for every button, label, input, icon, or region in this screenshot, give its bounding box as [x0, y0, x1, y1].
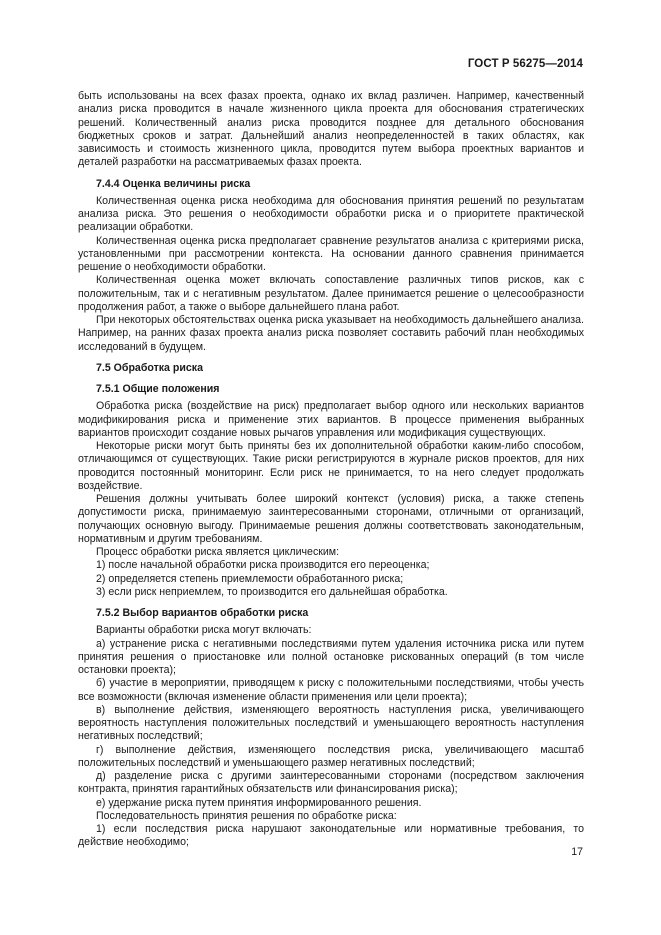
paragraph: Некоторые риски могут быть приняты без их дополнительной обработки каким-либо способом, отличающимся от существующих. Такие риски регистрируются в журнале рисков проектов, для них проводится постоянный мониторинг. Если риск не принимается, то на него следует продолжать воздействие.	[78, 440, 584, 492]
paragraph: Количественная оценка может включать сопоставление различных типов рисков, как с положительным, так и с негативным результатом. Далее принимается решение о целесообразности продолжения работ, а также о выборе дальнейшего плана работ.	[78, 274, 584, 313]
paragraph: При некоторых обстоятельствах оценка риска указывает на необходимость дальнейшего анализа. Например, на ранних фазах проекта анализ риска позволяет составить рабочий план необходимых исследований в будущем.	[78, 314, 584, 353]
section-heading-7-4-4: 7.4.4 Оценка величины риска	[96, 177, 251, 190]
list-item: 2) определяется степень приемлемости обработанного риска;	[96, 572, 404, 585]
list-item: б) участие в мероприятии, приводящем к риску с положительными последствиями, чтобы учесть все возможности (включая изменение области применения или цели проекта);	[78, 677, 584, 703]
paragraph: Решения должны учитывать более широкий контекст (условия) риска, а также степень допустимости риска, принимаемую заинтересованными сторонами, отличными от организаций, получающих основную выгоду. Принимаемые решения должны соответствовать законодательным, нормативным и другим требованиям.	[78, 493, 584, 545]
document-standard-number: ГОСТ Р 56275—2014	[467, 58, 583, 70]
list-item: 1) после начальной обработки риска производится его переоценка;	[96, 559, 430, 572]
list-item: а) устранение риска с негативными последствиями путем удаления источника риска или путем принятия решения о приостановке или полной остановке рискованных операций (в том числе остановки проекта);	[78, 637, 584, 676]
document-body	[78, 90, 584, 850]
section-heading-7-5: 7.5 Обработка риска	[96, 361, 203, 374]
list-item: в) выполнение действия, изменяющего вероятность наступления риска, увеличивающего вероятность наступления положительных последствий и уменьшающего вероятность наступления негативных последствий;	[78, 703, 584, 743]
paragraph: Варианты обработки риска могут включать:	[96, 624, 312, 637]
section-heading-7-5-1: 7.5.1 Общие положения	[96, 383, 220, 395]
list-item: 1) если последствия риска нарушают законодательные или нормативные требования, то действие необходимо;	[78, 823, 584, 849]
paragraph: Процесс обработки риска является циклическим:	[96, 546, 340, 558]
paragraph: Последовательность принятия решения по обработке риска:	[96, 809, 397, 822]
paragraph: быть использованы на всех фазах проекта, однако их вклад различен. Например, качественный анализ риска проводится в начале жизненного цикла проекта для обоснования стратегических решений. Количественный анализ риска проводится позднее для детального обоснования бюджетных сроков и затрат. Дальнейший анализ неопределенностей в таких областях, как зависимость и стоимость жизненного цикла, проводится путем выбора проектных вариантов и деталей разработки на рассматриваемых фазах проекта.	[78, 90, 584, 169]
section-heading-7-5-2: 7.5.2 Выбор вариантов обработки риска	[96, 607, 309, 619]
paragraph: Количественная оценка риска необходима для обоснования принятия решений по результатам анализа риска. Это решения о необходимости обработки риска и о приоритете практической реализации обработки.	[78, 194, 584, 234]
list-item: д) разделение риска с другими заинтересованными сторонами (посредством заключения контракта, принятия гарантийных обязательств или финансирования риска);	[78, 770, 584, 796]
list-item: г) выполнение действия, изменяющего последствия риска, увеличивающего масштаб положительных последствий и уменьшающего размер негативных последствий;	[78, 743, 584, 769]
page-number: 17	[571, 846, 583, 858]
list-item: 3) если риск неприемлем, то производится его дальнейшая обработка.	[96, 585, 448, 598]
paragraph: Количественная оценка риска предполагает сравнение результатов анализа с критериями риска, установленными при рассмотрении контекста. На основании данного сравнения принимается решение о необходимости обработки.	[78, 234, 584, 273]
list-item: е) удержание риска путем принятия информированного решения.	[96, 796, 422, 809]
paragraph: Обработка риска (воздействие на риск) предполагает выбор одного или нескольких вариантов модификирования риска и применение этих вариантов. В процессе применения выбранных вариантов происходит создание новых рычагов управления или модификация существующих.	[78, 400, 584, 439]
